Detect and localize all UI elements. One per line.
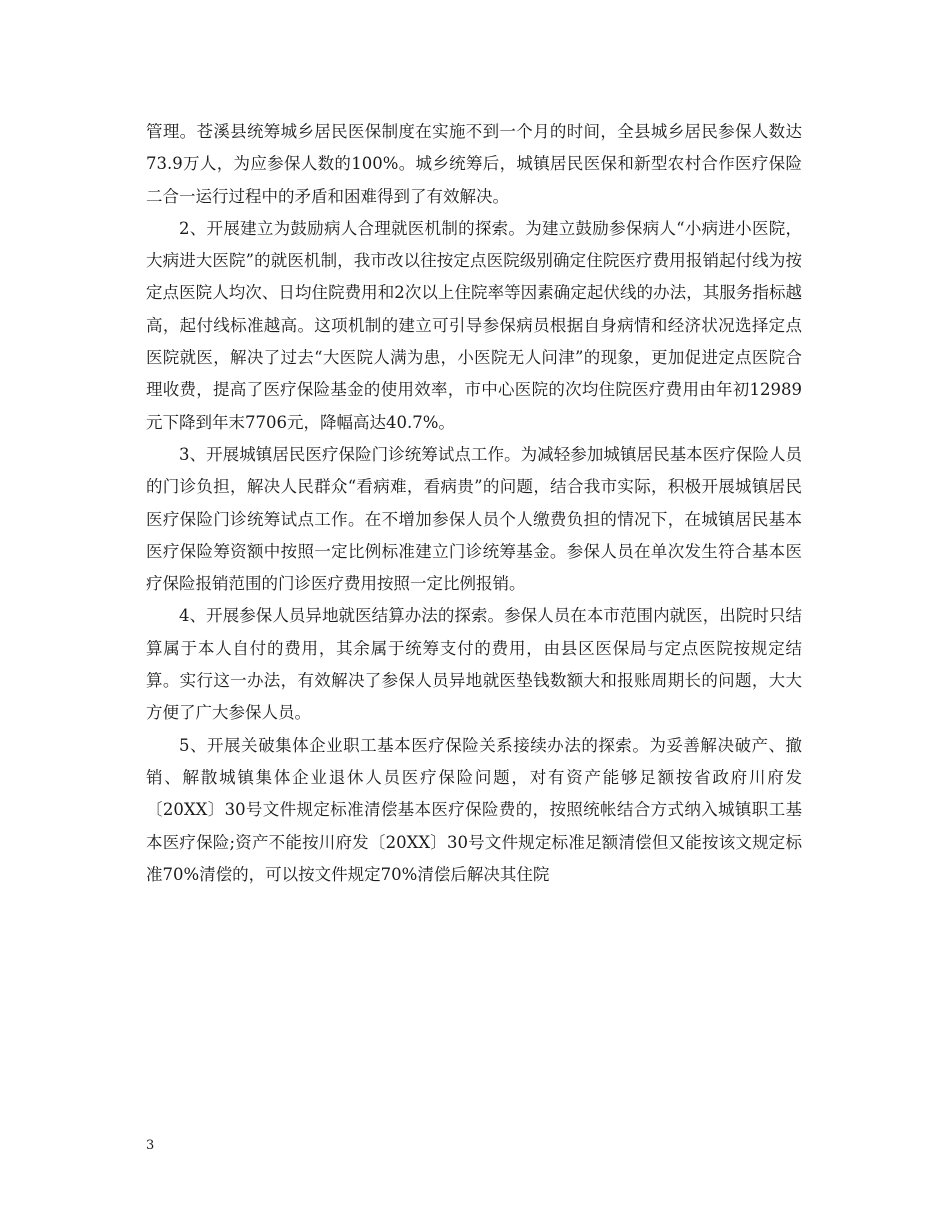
paragraph-item-3: 3、开展城镇居民医疗保险门诊统筹试点工作。为减轻参加城镇居民基本医疗保险人员的门诊负担，解决人民群众“看病难，看病贵”的问题，结合我市实际，积极开展城镇居民医疗保险门诊统筹试点工作。在不增加参保人员个人缴费负担的情况下，在城镇居民基本医疗保险筹资额中按照一定比例标准建立门诊统筹基金。参保人员在单次发生符合基本医疗保险报销范围的门诊医疗费用按照一定比例报销。 — [146, 444, 802, 594]
page-number: 3 — [146, 1138, 155, 1153]
paragraph-item-4: 4、开展参保人员异地就医结算办法的探索。参保人员在本市范围内就医，出院时只结算属于本人自付的费用，其余属于统筹支付的费用，由县区医保局与定点医院按规定结算。实行这一办法，有效解决了参保人员异地就医垫钱数额大和报账周期长的问题，大大方便了广大参保人员。 — [146, 606, 802, 723]
paragraph-continued: 管理。苍溪县统筹城乡居民医保制度在实施不到一个月的时间，全县城乡居民参保人数达73.9万人，为应参保人数的100%。城乡统筹后，城镇居民医保和新型农村合作医疗保险二合一运行过程中的矛盾和困难得到了有效解决。 — [146, 122, 802, 206]
paragraph-item-5: 5、开展关破集体企业职工基本医疗保险关系接续办法的探索。为妥善解决破产、撤销、解散城镇集体企业退休人员医疗保险问题，对有资产能够足额按省政府川府发〔20XX〕30号文件规定标准清偿基本医疗保险费的，按照统帐结合方式纳入城镇职工基本医疗保险;资产不能按川府发〔20XX〕30号文件规定标准足额清偿但又能按该文规定标准70%清偿的，可以按文件规定70%清偿后解决其住院 — [146, 735, 802, 884]
document-body — [146, 116, 802, 891]
paragraph-item-2: 2、开展建立为鼓励病人合理就医机制的探索。为建立鼓励参保病人“小病进小医院，大病进大医院”的就医机制，我市改以往按定点医院级别确定住院医疗费用报销起付线为按定点医院人均次、日均住院费用和2次以上住院率等因素确定起伏线的办法，其服务指标越高，起付线标准越高。这项机制的建立可引导参保病员根据自身病情和经济状况选择定点医院就医，解决了过去“大医院人满为患，小医院无人问津”的现象，更加促进定点医院合理收费，提高了医疗保险基金的使用效率，市中心医院的次均住院医疗费用由年初12989元下降到年末7706元，降幅高达40.7%。 — [146, 218, 802, 432]
